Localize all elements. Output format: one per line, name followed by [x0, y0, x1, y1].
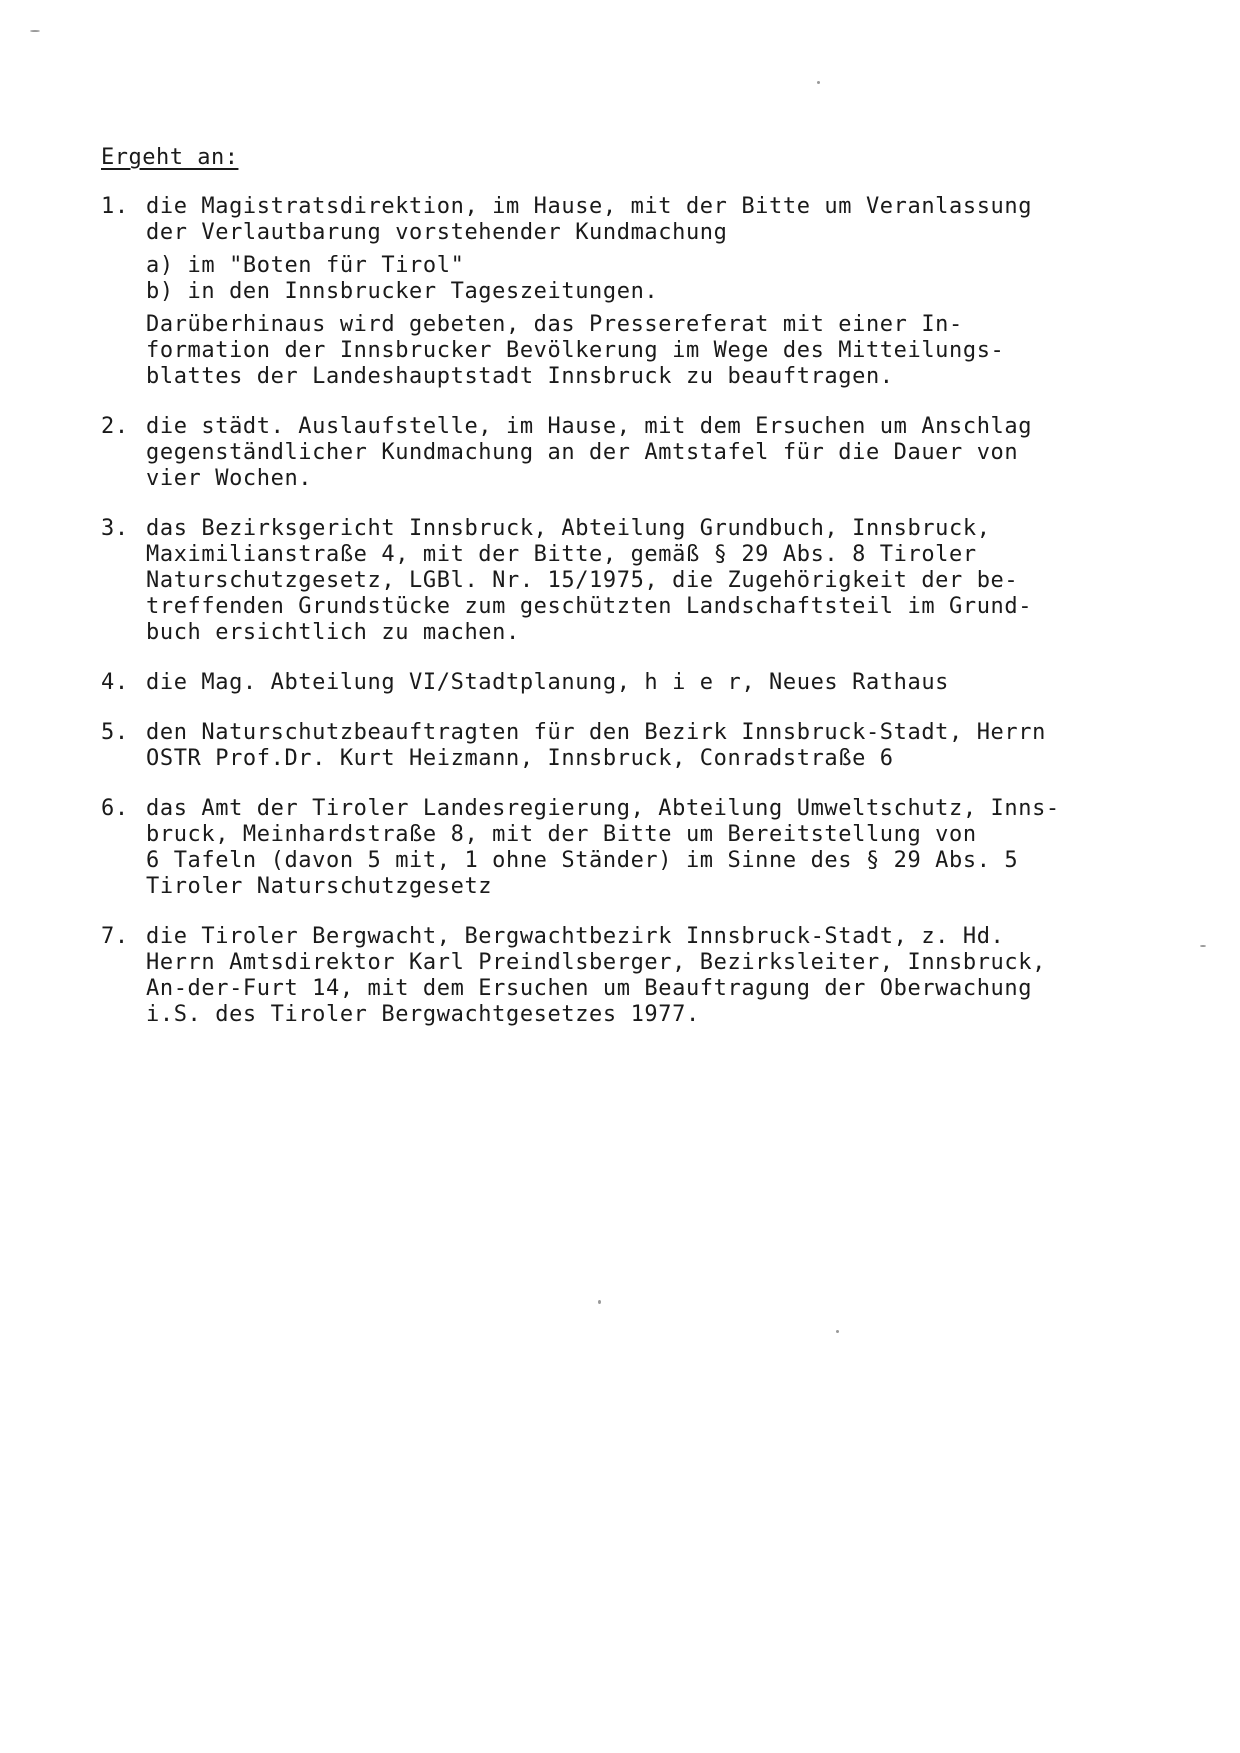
item-text-line: An-der-Furt 14, mit dem Ersuchen um Beauftragung der Oberwachung: [146, 976, 1033, 1001]
item-text-line: das Amt der Tiroler Landesregierung, Abteilung Umweltschutz, Inns-: [146, 796, 1060, 821]
item-text-line: die Magistratsdirektion, im Hause, mit der Bitte um Veranlassung: [146, 194, 1033, 219]
item-text-line: vier Wochen.: [146, 466, 313, 491]
item-number: 4.: [101, 670, 129, 695]
item-text-line: die Tiroler Bergwacht, Bergwachtbezirk Innsbruck-Stadt, z. Hd.: [146, 924, 1005, 949]
recipient-list: [101, 194, 1161, 1052]
item-number: 1.: [101, 194, 129, 219]
paragraph-line: blattes der Landeshauptstadt Innsbruck zu beauftragen.: [146, 364, 894, 389]
paragraph-line: formation der Innsbrucker Bevölkerung im Wege des Mitteilungs-: [146, 338, 1005, 363]
list-item: [101, 516, 1161, 646]
item-text-line: 6 Tafeln (davon 5 mit, 1 ohne Ständer) im Sinne des § 29 Abs. 5: [146, 848, 1019, 873]
scan-speck: [30, 30, 40, 32]
list-item: [101, 194, 1161, 390]
scan-speck: [817, 81, 820, 84]
item-text-line: Maximilianstraße 4, mit der Bitte, gemäß § 29 Abs. 8 Tiroler: [146, 542, 977, 567]
item-text-line: buch ersichtlich zu machen.: [146, 620, 520, 645]
item-text-line: bruck, Meinhardstraße 8, mit der Bitte um Bereitstellung von: [146, 822, 977, 847]
item-text-line: Herrn Amtsdirektor Karl Preindlsberger, Bezirksleiter, Innsbruck,: [146, 950, 1046, 975]
item-text-line: die Mag. Abteilung VI/Stadtplanung, h i e r, Neues Rathaus: [146, 670, 950, 695]
item-text-line: Naturschutzgesetz, LGBl. Nr. 15/1975, die Zugehörigkeit der be-: [146, 568, 1019, 593]
sublist-item: b) in den Innsbrucker Tageszeitungen.: [146, 279, 659, 304]
item-number: 7.: [101, 924, 129, 949]
item-number: 3.: [101, 516, 129, 541]
item-text-line: i.S. des Tiroler Bergwachtgesetzes 1977.: [146, 1002, 700, 1027]
item-text-line: das Bezirksgericht Innsbruck, Abteilung Grundbuch, Innsbruck,: [146, 516, 991, 541]
item-text-line: die städt. Auslaufstelle, im Hause, mit dem Ersuchen um Anschlag: [146, 414, 1033, 439]
scan-speck: [1200, 945, 1206, 947]
additional-paragraph: [146, 312, 1161, 390]
scan-speck: [836, 1330, 839, 1333]
item-text-line: treffenden Grundstücke zum geschützten Landschaftsteil im Grund-: [146, 594, 1033, 619]
list-item: [101, 670, 1161, 696]
paragraph-line: Darüberhinaus wird gebeten, das Pressereferat mit einer In-: [146, 312, 963, 337]
item-number: 5.: [101, 720, 129, 745]
list-item: [101, 414, 1161, 492]
item-text-line: gegenständlicher Kundmachung an der Amtstafel für die Dauer von: [146, 440, 1019, 465]
scan-speck: [598, 1300, 601, 1304]
list-item: [101, 720, 1161, 772]
item-text-line: der Verlautbarung vorstehender Kundmachung: [146, 220, 728, 245]
distribution-heading: Ergeht an:: [101, 145, 239, 170]
item-number: 6.: [101, 796, 129, 821]
item-number: 2.: [101, 414, 129, 439]
publication-sublist: [146, 253, 1161, 305]
list-item: [101, 796, 1161, 900]
sublist-item: a) im "Boten für Tirol": [146, 253, 465, 278]
item-text-line: OSTR Prof.Dr. Kurt Heizmann, Innsbruck, Conradstraße 6: [146, 746, 894, 771]
item-text-line: den Naturschutzbeauftragten für den Bezirk Innsbruck-Stadt, Herrn: [146, 720, 1046, 745]
list-item: [101, 924, 1161, 1028]
item-text-line: Tiroler Naturschutzgesetz: [146, 874, 493, 899]
